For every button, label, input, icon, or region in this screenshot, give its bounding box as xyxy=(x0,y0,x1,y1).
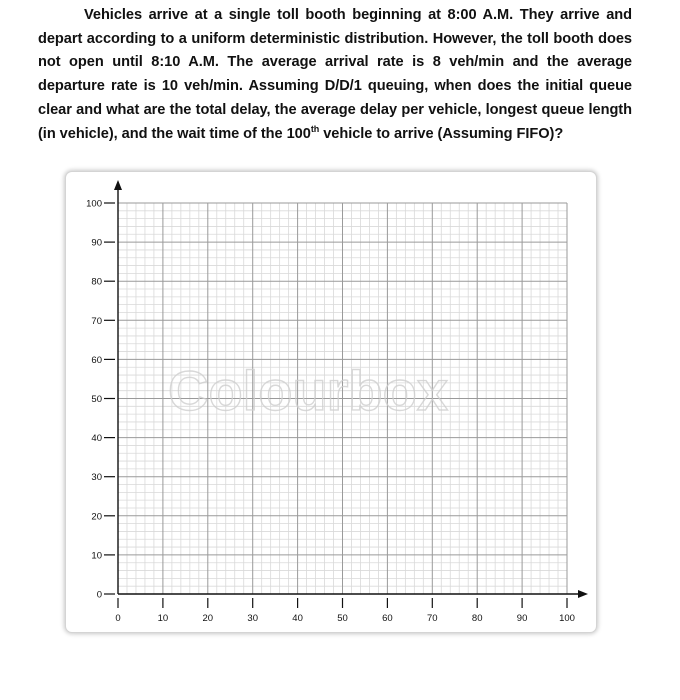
x-tick-label: 90 xyxy=(516,613,528,624)
y-tick-label: 0 xyxy=(96,589,102,601)
problem-text: Vehicles arrive at a single toll booth beginning at 8:00 A.M. They arrive and depart according to a uniform deterministic distribution. However, the toll booth does not open until 8:10 A.M. The average arrival rate is 8 veh/min and the average departure rate is 10 veh/min. Assuming D/D/1 queuing, when does the initial queue clear and what are the total delay, the average delay per vehicle, longest queue length (in vehicle), and the wait time of the 100 xyxy=(38,7,632,142)
x-tick-label: 30 xyxy=(247,613,258,624)
y-tick-marks xyxy=(104,203,115,594)
problem-statement xyxy=(38,4,632,146)
y-tick-label: 50 xyxy=(91,394,102,405)
x-tick-label: 0 xyxy=(115,613,121,624)
y-tick-label: 100 xyxy=(86,198,102,210)
y-tick-label: 70 xyxy=(91,315,102,327)
x-tick-marks xyxy=(118,598,567,608)
x-tick-label: 100 xyxy=(559,613,575,624)
y-tick-label: 30 xyxy=(91,472,102,484)
graph-panel xyxy=(66,172,596,632)
ordinal-suffix: th xyxy=(310,123,320,134)
y-tick-label: 90 xyxy=(91,237,102,249)
y-tick-label: 60 xyxy=(91,354,102,366)
watermark: Colourbox xyxy=(168,359,448,422)
problem-text-end: vehicle to arrive (Assuming FIFO)? xyxy=(319,125,564,142)
x-tick-label: 10 xyxy=(157,613,169,624)
y-tick-label: 80 xyxy=(91,276,102,288)
y-tick-label: 20 xyxy=(91,511,102,523)
x-tick-label: 70 xyxy=(427,613,438,624)
y-tick-labels xyxy=(86,199,102,601)
x-tick-labels xyxy=(115,613,575,624)
x-tick-label: 80 xyxy=(471,613,483,624)
y-tick-label: 10 xyxy=(91,550,102,562)
y-tick-label: 40 xyxy=(91,433,102,445)
y-axis-arrow xyxy=(114,180,122,190)
blank-graph xyxy=(66,172,596,632)
x-tick-label: 50 xyxy=(337,613,348,624)
x-tick-label: 40 xyxy=(292,613,303,624)
x-tick-label: 60 xyxy=(382,613,393,624)
x-tick-label: 20 xyxy=(202,613,214,624)
x-axis-arrow xyxy=(578,590,588,598)
